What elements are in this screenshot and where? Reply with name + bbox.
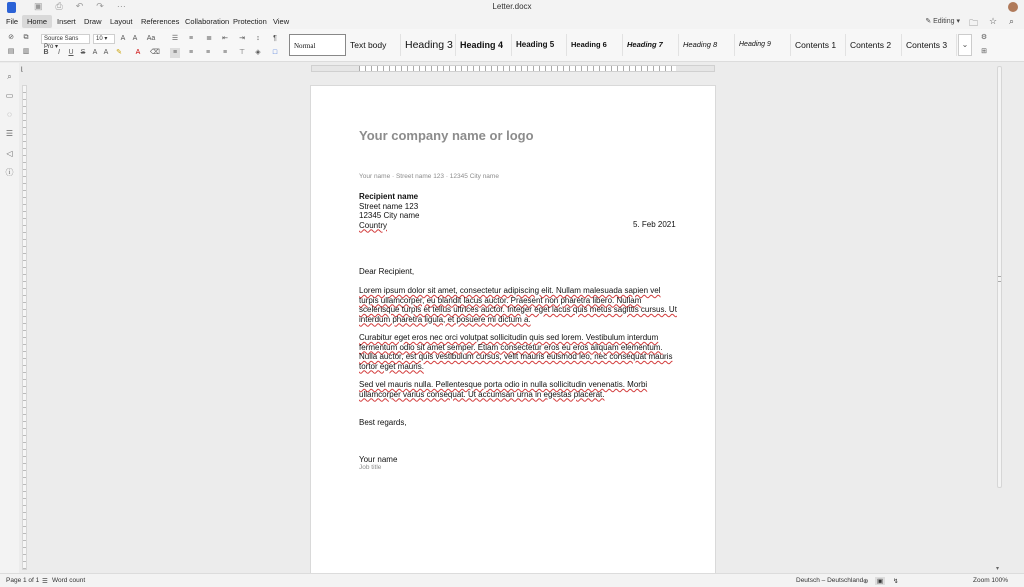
increase-indent-icon[interactable]: ⇥: [239, 35, 245, 42]
editing-mode-dropdown[interactable]: ✎ Editing ▾: [925, 18, 960, 25]
style-heading-4[interactable]: Heading 4: [456, 34, 512, 56]
italic-button[interactable]: I: [58, 49, 60, 56]
highlight-color-icon[interactable]: ✎: [116, 49, 122, 56]
font-color-icon[interactable]: A: [135, 49, 141, 56]
style-heading-7[interactable]: Heading 7: [623, 34, 679, 56]
title-bar: [0, 0, 1024, 14]
scroll-down-icon[interactable]: ▾: [996, 566, 1000, 572]
navigation-icon[interactable]: ☰: [5, 129, 14, 138]
folder-icon[interactable]: 🗀: [969, 18, 979, 28]
clear-format-icon[interactable]: ⊘: [8, 34, 14, 41]
menu-bar: [0, 14, 1024, 29]
style-heading-8[interactable]: Heading 8: [679, 34, 735, 56]
menu-insert[interactable]: Insert: [57, 17, 76, 26]
decrease-indent-icon[interactable]: ⇤: [222, 35, 228, 42]
style-gallery-expand-button[interactable]: ⌄: [958, 34, 972, 56]
more-icon[interactable]: ⋯: [116, 1, 126, 11]
page-indicator[interactable]: Page 1 of 1: [6, 577, 40, 584]
menu-references[interactable]: References: [141, 17, 180, 26]
clipboard-icon[interactable]: ▥: [22, 48, 30, 55]
undo-icon[interactable]: ↶: [75, 1, 84, 11]
paragraph-2: Curabitur eget eros nec orci volutpat sollicitudin quis sed lorem. Vestibulum interdum fermentum odio sit amet semper. Etiam consectetur eros eu eros aliquam elementum. Nulla auctor, est quis vestibulum cursus, velit mauris euismod leo, nec consequat mauris tortor eget mauris.: [359, 333, 673, 371]
sender-line: Your name · Street name 123 · 12345 City name: [359, 173, 499, 180]
ribbon-toolbar: [0, 29, 1024, 62]
menu-view[interactable]: View: [273, 17, 290, 26]
subscript-button[interactable]: A: [103, 49, 109, 56]
shrink-font-icon[interactable]: A: [132, 35, 138, 42]
style-heading-5[interactable]: Heading 5: [512, 34, 567, 56]
language-select[interactable]: Deutsch – Deutschland: [796, 577, 864, 584]
font-size-select[interactable]: 10 ▾: [93, 34, 115, 44]
scrollbar-grip[interactable]: [998, 276, 1001, 282]
menu-file[interactable]: File: [6, 17, 19, 26]
align-right-icon[interactable]: ≡: [205, 49, 211, 56]
superscript-button[interactable]: A: [92, 49, 98, 56]
recipient-city: 12345 City name: [359, 211, 420, 220]
style-heading-6[interactable]: Heading 6: [567, 34, 623, 56]
bullet-list-icon[interactable]: ☰: [171, 35, 179, 42]
document-page[interactable]: [311, 86, 715, 573]
letter-date: 5. Feb 2021: [633, 220, 676, 229]
editing-mode-label: Editing: [933, 18, 955, 25]
grow-font-icon[interactable]: A: [120, 35, 126, 42]
paragraph-3: Sed vel mauris nulla. Pellentesque porta odio in nulla sollicitudin venenatis. Morbi ullamcorper varius consequat. Ut accumsan urna in egestas placerat.: [359, 380, 648, 399]
comments-icon[interactable]: ▭: [5, 91, 14, 100]
copy-format-icon[interactable]: ⧉: [23, 34, 29, 41]
style-contents-1[interactable]: Contents 1: [791, 34, 846, 56]
word-count-label[interactable]: Word count: [52, 577, 86, 584]
left-sidebar: [0, 63, 19, 573]
recipient-country: Country: [359, 220, 388, 230]
print-icon[interactable]: ⎙: [55, 1, 63, 11]
recipient-name: Recipient name: [359, 192, 419, 201]
font-name-select[interactable]: Source Sans Pro ▾: [41, 34, 90, 44]
align-left-icon[interactable]: ≡: [170, 48, 180, 58]
menu-layout[interactable]: Layout: [110, 17, 133, 26]
info-icon[interactable]: ⓘ: [5, 168, 14, 177]
right-margin-marker[interactable]: [676, 66, 714, 71]
style-gallery: [289, 34, 974, 56]
globe-icon[interactable]: ⊕: [863, 578, 869, 585]
redo-icon[interactable]: ↷: [96, 1, 104, 11]
tab-selector-icon[interactable]: ⌊: [21, 67, 24, 73]
star-icon[interactable]: ☆: [989, 16, 998, 26]
paste-icon[interactable]: ▤: [7, 48, 15, 55]
chat-icon[interactable]: ◌: [7, 110, 12, 119]
strikethrough-button[interactable]: S: [80, 49, 86, 56]
salutation: Dear Recipient,: [359, 267, 415, 276]
justify-icon[interactable]: ≡: [222, 49, 228, 56]
style-normal[interactable]: Normal: [289, 34, 346, 56]
paragraph-1: Lorem ipsum dolor sit amet, consectetur adipiscing elit. Nullam malesuada sapien vel turpis ullamcorper, eu blandit lacus auctor. Praesent non pharetra libero. Nullam scelerisque turpis et tellus ultrices auctor. Integer eget lacus quis metus sagittis cursus. Ut interdum pharetra ligula, et posuere mi dictum a.: [359, 286, 677, 324]
style-contents-3[interactable]: Contents 3: [902, 34, 957, 56]
change-case-icon[interactable]: Aa: [146, 35, 156, 42]
style-heading-3[interactable]: Heading 3: [401, 34, 456, 56]
style-inspector-icon[interactable]: ⊞: [981, 48, 987, 55]
vertical-ruler-track: [22, 85, 27, 570]
style-contents-2[interactable]: Contents 2: [846, 34, 902, 56]
multilevel-list-icon[interactable]: ≣: [206, 35, 212, 42]
bold-button[interactable]: B: [43, 49, 49, 56]
align-center-icon[interactable]: ≡: [188, 49, 194, 56]
search-icon[interactable]: ⌕: [7, 72, 12, 81]
menu-protection[interactable]: Protection: [233, 17, 267, 26]
styles-settings-icon[interactable]: ⚙: [980, 34, 988, 41]
company-name: Your company name or logo: [359, 128, 534, 143]
font-size-value: 10: [96, 36, 103, 42]
feedback-icon[interactable]: ◁: [6, 149, 13, 158]
numbered-list-icon[interactable]: ≡: [188, 35, 194, 42]
style-heading-9[interactable]: Heading 9: [735, 34, 791, 56]
zoom-level[interactable]: Zoom 100%: [973, 577, 1009, 584]
style-text-body[interactable]: Text body: [346, 34, 401, 56]
menu-home[interactable]: Home: [22, 15, 52, 28]
status-bar: [0, 573, 1024, 587]
shading-icon[interactable]: ◈: [255, 49, 261, 56]
user-avatar[interactable]: [1008, 2, 1018, 12]
vertical-ruler: [21, 63, 28, 573]
job-title: Job title: [359, 464, 382, 471]
closing: Best regards,: [359, 418, 407, 427]
menu-draw[interactable]: Draw: [84, 17, 102, 26]
track-changes-icon[interactable]: ↯: [893, 578, 899, 585]
paragraph-marks-icon[interactable]: ¶: [273, 35, 277, 42]
horizontal-ruler[interactable]: [311, 65, 715, 72]
font-name-value: Source Sans Pro: [44, 36, 79, 50]
signature-name: Your name: [359, 455, 398, 464]
word-count-icon[interactable]: ☰: [42, 578, 48, 585]
borders-icon[interactable]: □: [272, 49, 278, 56]
menu-collaboration[interactable]: Collaboration: [185, 17, 230, 26]
underline-button[interactable]: U: [68, 49, 74, 56]
left-margin-marker[interactable]: [312, 66, 359, 71]
line-spacing-icon[interactable]: ↕: [256, 35, 260, 42]
search-icon[interactable]: ⌕: [1009, 16, 1015, 26]
recipient-street: Street name 123: [359, 201, 419, 211]
vertical-align-icon[interactable]: ⊤: [238, 49, 246, 56]
vertical-scrollbar[interactable]: [996, 63, 1003, 573]
print-layout-icon[interactable]: ▣: [877, 578, 884, 585]
document-title: Letter.docx: [492, 2, 532, 11]
clear-formatting-icon[interactable]: ⌫: [150, 49, 160, 56]
save-icon[interactable]: ▣: [34, 1, 43, 11]
